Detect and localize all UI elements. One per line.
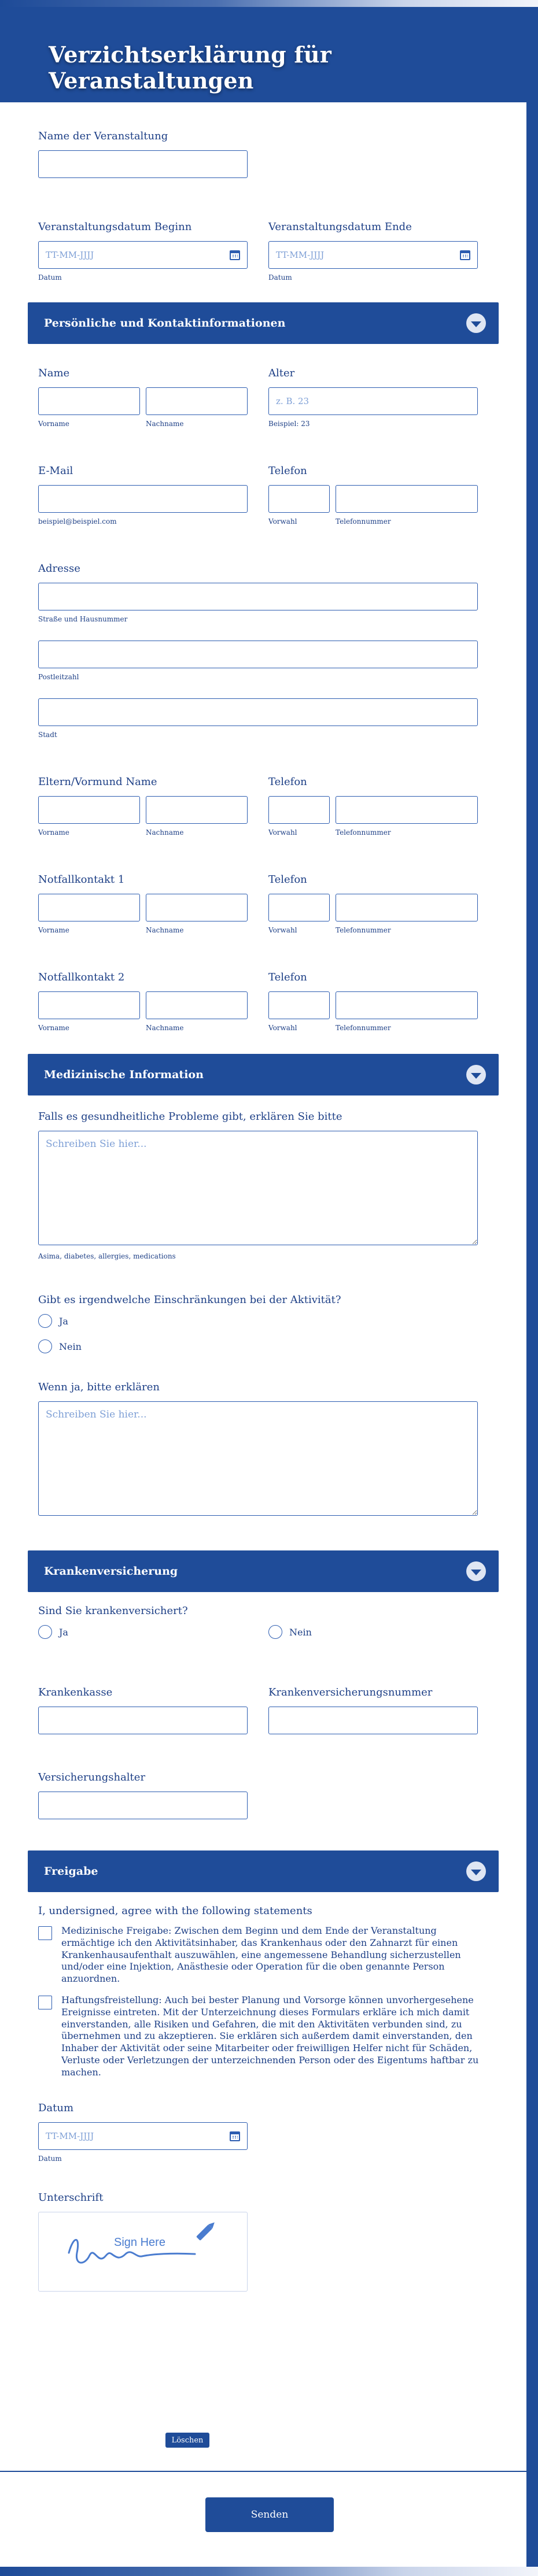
calendar-icon[interactable] [230, 250, 240, 260]
email-field [38, 465, 248, 525]
holder-input[interactable] [38, 1792, 248, 1819]
section-medical-title: Medizinische Information [44, 1068, 204, 1081]
end-date-sub: Datum [268, 273, 292, 282]
event-name-label: Name der Veranstaltung [38, 130, 168, 142]
restrictions-yes-label: Ja [59, 1315, 68, 1327]
start-date-sub: Datum [38, 273, 62, 282]
signature-label: Unterschrift [38, 2191, 104, 2204]
emergency1-first-input[interactable] [38, 894, 140, 921]
clear-signature-button[interactable]: Löschen [165, 2433, 209, 2448]
start-date-input[interactable] [38, 241, 248, 269]
email-label: E-Mail [38, 465, 73, 477]
emergency1-phone-sub: Telefonnummer [336, 926, 391, 934]
end-date-placeholder: TT-MM-JJJJ [276, 250, 325, 260]
insurance-number-input[interactable] [268, 1707, 478, 1734]
section-insurance-title: Krankenversicherung [44, 1565, 178, 1578]
address-field [38, 562, 488, 739]
calendar-icon[interactable] [230, 2131, 240, 2141]
section-insurance[interactable] [28, 1550, 499, 1592]
zip-input[interactable] [38, 641, 478, 668]
release-date-input[interactable] [38, 2122, 248, 2150]
restrictions-no-label: Nein [59, 1341, 82, 1352]
explain-field [38, 1381, 488, 1518]
chevron-down-icon[interactable] [466, 1861, 486, 1881]
guardian-first-input[interactable] [38, 796, 140, 824]
emergency2-phone-label: Telefon [268, 971, 307, 983]
age-input[interactable] [268, 387, 478, 415]
radio-circle[interactable] [38, 1339, 52, 1353]
insurance-number-field [268, 1686, 478, 1734]
insured-yes-option[interactable] [38, 1625, 248, 1639]
insurance-company-field [38, 1686, 248, 1734]
health-problems-sub: Asima, diabetes, allergies, medications [38, 1252, 176, 1260]
health-problems-label: Falls es gesundheitliche Probleme gibt, erklären Sie bitte [38, 1111, 342, 1123]
insured-label: Sind Sie krankenversichert? [38, 1605, 188, 1617]
calendar-icon[interactable] [460, 250, 470, 260]
release-date-field [38, 2102, 488, 2163]
emergency1-last-input[interactable] [146, 894, 248, 921]
explain-textarea[interactable] [38, 1401, 478, 1516]
email-phone-row [38, 465, 488, 525]
emergency1-phone-input[interactable] [336, 894, 478, 921]
release-date-placeholder: TT-MM-JJJJ [46, 2130, 94, 2141]
checkbox[interactable] [38, 1926, 52, 1940]
name-age-row [38, 367, 488, 428]
emergency2-label: Notfallkontakt 2 [38, 971, 125, 983]
signature-placeholder-graphic [39, 2212, 247, 2291]
guardian-phone-label: Telefon [268, 776, 307, 788]
guardian-phone-input[interactable] [336, 796, 478, 824]
area-code-sub: Vorwahl [268, 517, 297, 525]
submit-button[interactable]: Senden [205, 2497, 334, 2532]
liability-release-option[interactable] [38, 1994, 488, 2079]
agreement-field [38, 1905, 488, 2079]
guardian-last-input[interactable] [146, 796, 248, 824]
insured-no-option[interactable] [268, 1625, 478, 1639]
section-release-title: Freigabe [44, 1865, 98, 1878]
emergency2-phone-field [268, 971, 478, 1032]
phone-number-input[interactable] [336, 485, 478, 513]
health-problems-field [38, 1111, 488, 1260]
end-date-label: Veranstaltungsdatum Ende [268, 221, 412, 233]
guardian-label: Eltern/Vormund Name [38, 776, 157, 788]
event-name-field [38, 130, 488, 178]
agreement-label: I, undersigned, agree with the following statements [38, 1905, 312, 1917]
section-medical[interactable] [28, 1054, 499, 1095]
start-date-label: Veranstaltungsdatum Beginn [38, 221, 192, 233]
insured-field [38, 1605, 488, 1650]
guardian-last-sub: Nachname [146, 828, 184, 837]
first-name-input[interactable] [38, 387, 140, 415]
age-label: Alter [268, 367, 295, 379]
section-release[interactable] [28, 1850, 499, 1892]
end-date-input[interactable] [268, 241, 478, 269]
last-name-input[interactable] [146, 387, 248, 415]
phone-number-sub: Telefonnummer [336, 517, 391, 525]
email-input[interactable] [38, 485, 248, 513]
footer-divider [0, 2471, 526, 2472]
guardian-row [38, 776, 488, 837]
email-sub: beispiel@beispiel.com [38, 517, 117, 525]
form-header [0, 7, 526, 102]
signature-pad[interactable] [38, 2212, 248, 2292]
restrictions-field [38, 1294, 488, 1353]
release-date-label: Datum [38, 2101, 74, 2114]
emergency2-last-input[interactable] [146, 991, 248, 1019]
liability-release-text: Haftungsfreistellung: Auch bei bester Planung und Vorsorge können unvorhergesehene Ereignisse eintreten. Mit der Unterzeichnung dieses Formulars erkläre ich mich damit einverstanden, alle Risiken und Gefahren, die mit den Aktivitäten verbunden sind, zu übernehmen und zu akzeptieren. Sie erklären sich außerdem damit einverstanden, den Inhaber der Aktivität oder seine Mitarbeiter oder freiwilligen Helfer nicht für Schäden, Verluste oder Verletzungen der unterzeichnenden Person oder des Eigentums haftbar zu machen. [61, 1994, 479, 2078]
street-sub: Straße und Hausnummer [38, 615, 128, 623]
restrictions-label: Gibt es irgendwelche Einschränkungen bei der Aktivität? [38, 1294, 341, 1306]
city-input[interactable] [38, 698, 478, 726]
explain-label: Wenn ja, bitte erklären [38, 1381, 160, 1393]
emergency1-label: Notfallkontakt 1 [38, 874, 125, 886]
emergency1-phone-label: Telefon [268, 874, 307, 886]
guardian-first-sub: Vorname [38, 828, 69, 837]
signature-placeholder-text: Sign Here [114, 2236, 165, 2249]
holder-label: Versicherungshalter [38, 1771, 146, 1783]
chevron-down-icon[interactable] [466, 1561, 486, 1581]
insurance-row [38, 1686, 488, 1734]
age-sub: Beispiel: 23 [268, 420, 310, 428]
medical-release-option[interactable] [38, 1925, 488, 1985]
emergency2-last-sub: Nachname [146, 1024, 184, 1032]
address-label: Adresse [38, 562, 80, 575]
bottom-gradient-strip [0, 2567, 538, 2576]
first-name-sub: Vorname [38, 420, 69, 428]
emergency2-phone-sub: Telefonnummer [336, 1024, 391, 1032]
form-title: Verzichtserklärung für Veranstaltungen [49, 42, 331, 94]
phone-field [268, 465, 478, 525]
emergency2-first-sub: Vorname [38, 1024, 69, 1032]
age-placeholder: z. B. 23 [276, 396, 309, 406]
insurance-number-label: Krankenversicherungsnummer [268, 1686, 433, 1698]
insurance-company-input[interactable] [38, 1707, 248, 1734]
guardian-name-field [38, 776, 248, 837]
chevron-down-icon[interactable] [466, 313, 486, 333]
radio-circle[interactable] [38, 1625, 52, 1639]
insured-no-label: Nein [289, 1626, 312, 1638]
radio-circle[interactable] [268, 1625, 282, 1639]
emergency2-phone-input[interactable] [336, 991, 478, 1019]
insurance-company-label: Krankenkasse [38, 1686, 113, 1698]
health-problems-textarea[interactable] [38, 1131, 478, 1245]
restrictions-no-option[interactable] [38, 1339, 488, 1353]
guardian-area-input[interactable] [268, 796, 330, 824]
holder-field [38, 1771, 488, 1819]
emergency1-last-sub: Nachname [146, 926, 184, 934]
event-name-input[interactable] [38, 150, 248, 178]
restrictions-yes-option[interactable] [38, 1314, 488, 1328]
emergency1-row [38, 874, 488, 934]
emergency2-first-input[interactable] [38, 991, 140, 1019]
medical-release-text: Medizinische Freigabe: Zwischen dem Beginn und dem Ende der Veranstaltung ermächtige ich den Aktivitätsinhaber, das Krankenhaus oder den Zahnarzt für einen Krankenhausaufenthalt auszuwählen, eine angemessene Behandlung sicherzustellen und/oder eine Injektion, Anästhesie oder Operation für die oben genannte Person anzuordnen. [61, 1925, 461, 1985]
section-personal[interactable] [28, 302, 499, 344]
emergency2-area-sub: Vorwahl [268, 1024, 297, 1032]
start-date-field [38, 221, 248, 282]
guardian-phone-field [268, 776, 478, 837]
event-dates-row [38, 221, 488, 282]
name-field [38, 367, 248, 428]
age-field [268, 367, 478, 428]
insured-yes-label: Ja [59, 1626, 68, 1638]
last-name-sub: Nachname [146, 420, 184, 428]
emergency1-name-field [38, 874, 248, 934]
area-code-input[interactable] [268, 485, 330, 513]
emergency1-first-sub: Vorname [38, 926, 69, 934]
guardian-phone-sub: Telefonnummer [336, 828, 391, 837]
form-card [0, 7, 526, 2567]
pen-icon [196, 2220, 216, 2240]
chevron-down-icon[interactable] [466, 1065, 486, 1085]
top-gradient-strip [0, 0, 538, 7]
emergency1-phone-field [268, 874, 478, 934]
radio-circle[interactable] [38, 1314, 52, 1328]
signature-field [38, 2192, 488, 2292]
city-sub: Stadt [38, 731, 57, 739]
emergency2-area-input[interactable] [268, 991, 330, 1019]
emergency2-name-field [38, 971, 248, 1032]
release-date-sub: Datum [38, 2154, 62, 2163]
form-body [0, 130, 526, 2292]
street-input[interactable] [38, 583, 478, 610]
name-label: Name [38, 367, 70, 379]
guardian-area-sub: Vorwahl [268, 828, 297, 837]
emergency1-area-input[interactable] [268, 894, 330, 921]
emergency1-area-sub: Vorwahl [268, 926, 297, 934]
emergency2-row [38, 971, 488, 1032]
phone-label: Telefon [268, 465, 307, 477]
checkbox[interactable] [38, 1996, 52, 2009]
zip-sub: Postleitzahl [38, 673, 79, 681]
end-date-field [268, 221, 478, 282]
section-personal-title: Persönliche und Kontaktinformationen [44, 317, 286, 330]
start-date-placeholder: TT-MM-JJJJ [46, 250, 94, 260]
